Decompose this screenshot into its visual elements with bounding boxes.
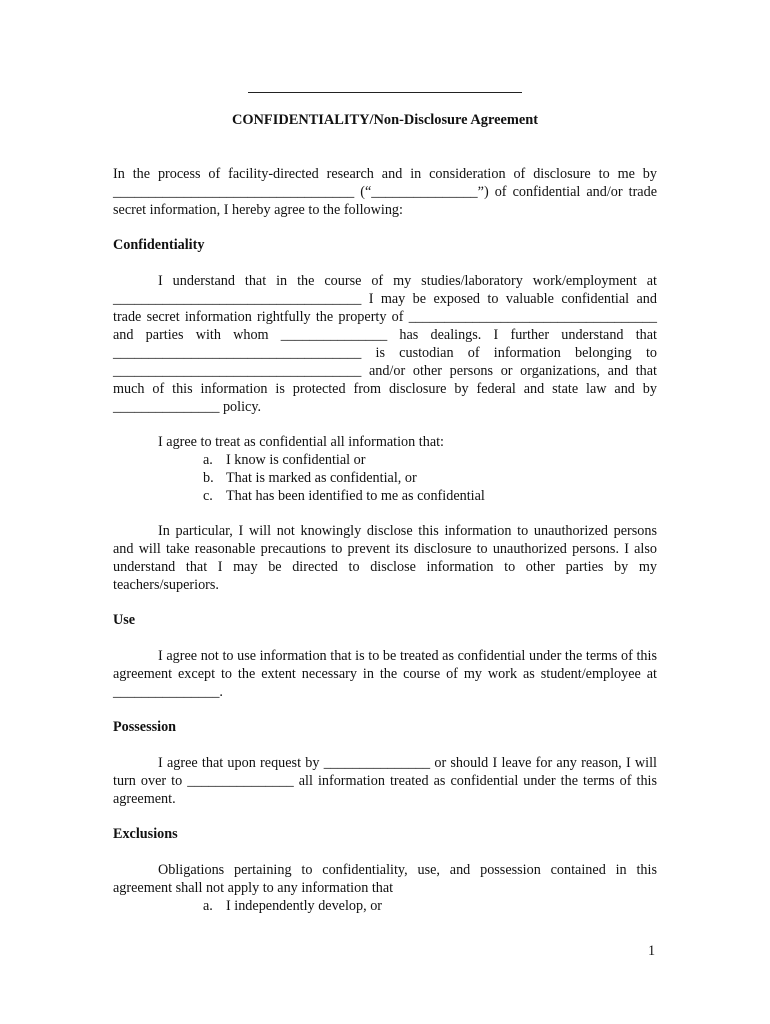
list-text: I know is confidential or bbox=[226, 452, 366, 468]
list-item bbox=[203, 469, 417, 487]
list-marker: b. bbox=[203, 470, 214, 486]
confidentiality-paragraph-3: In particular, I will not knowingly disclose this information to unauthorized persons and will take reasonable precautions to prevent its disclosure to unauthorized persons. I also understand that I may be directed to disclose information to other parties by my teachers/superiors. bbox=[113, 523, 657, 593]
use-paragraph: I agree not to use information that is to be treated as confidential under the terms of this agreement except to the extent necessary in the course of my work as student/employee at _______________. bbox=[113, 648, 657, 700]
confidentiality-paragraph-2: I agree to treat as confidential all information that: bbox=[158, 434, 445, 450]
list-item bbox=[203, 487, 485, 505]
heading-use: Use bbox=[113, 612, 136, 628]
list-marker: a. bbox=[203, 898, 213, 914]
list-text: I independently develop, or bbox=[226, 898, 383, 914]
intro-paragraph: In the process of facility-directed research and in consideration of disclosure to me by __________________________________ (“_______________”) of confidential and/or trade secret information, I hereby agree to the following: bbox=[113, 166, 657, 218]
list-text: That is marked as confidential, or bbox=[226, 470, 417, 486]
list-item bbox=[203, 897, 382, 915]
list-item bbox=[203, 451, 365, 469]
page-title: CONFIDENTIALITY/Non-Disclosure Agreement bbox=[231, 112, 539, 128]
confidentiality-paragraph-1: I understand that in the course of my studies/laboratory work/employment at ___________________________________ I may be exposed to valuable confidential and trade secret information rightfully the property of ___________________________________ and parties with whom _______________ has dealings. I further understand that ___________________________________ is custodian of information belonging to ___________________________________ and/or other persons or organizations, and that much of this information is protected from disclosure by federal and state law and by _______________ policy. bbox=[113, 273, 657, 415]
possession-paragraph: I agree that upon request by _______________ or should I leave for any reason, I will turn over to _______________ all information treated as confidential under the terms of this agreement. bbox=[113, 755, 657, 807]
exclusions-paragraph: Obligations pertaining to confidentiality, use, and possession contained in this agreement shall not apply to any information that bbox=[113, 862, 657, 896]
list-text: That has been identified to me as confidential bbox=[226, 488, 485, 504]
heading-confidentiality: Confidentiality bbox=[113, 237, 205, 253]
title-blank-line bbox=[248, 92, 522, 93]
heading-possession: Possession bbox=[113, 719, 177, 735]
list-marker: c. bbox=[203, 488, 213, 504]
list-marker: a. bbox=[203, 452, 213, 468]
heading-exclusions: Exclusions bbox=[113, 826, 178, 842]
page-number: 1 bbox=[648, 943, 656, 959]
